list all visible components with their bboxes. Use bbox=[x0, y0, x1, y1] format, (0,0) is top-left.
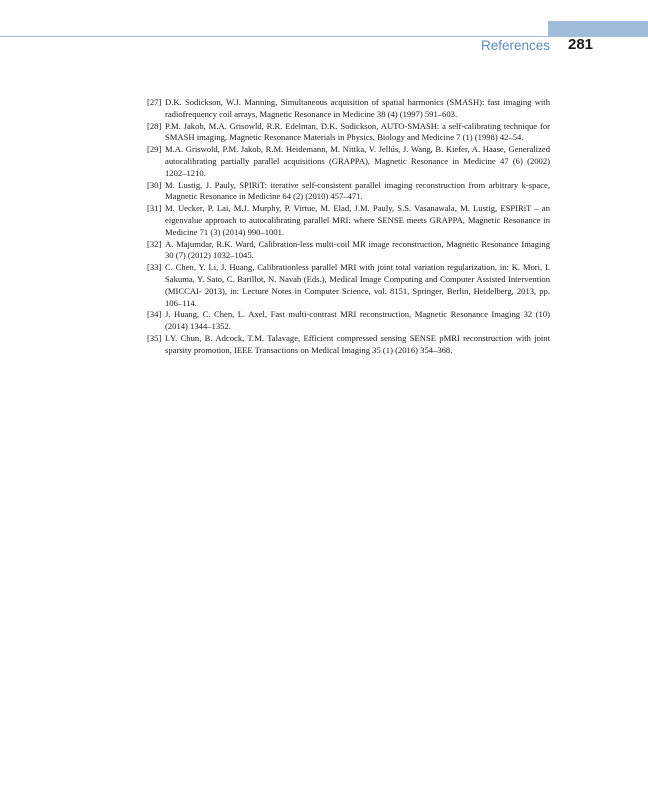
running-head: References bbox=[480, 38, 550, 53]
header-rule bbox=[0, 36, 548, 37]
reference-text: M. Uecker, P. Lai, M.J. Murphy, P. Virtue, M. Elad, J.M. Pauly, S.S. Vasanawala, M. Lustig, ESPIRiT – an eigenvalue approach to autocalibrating parallel MRI: where SENSE meets GRAPPA, Magnetic Resonance in Medicine 71 (3) (2014) 990–1001. bbox=[165, 203, 550, 237]
reference-list bbox=[147, 97, 550, 357]
reference-text: I.Y. Chun, B. Adcock, T.M. Talavage, Efficient compressed sensing SENSE pMRI reconstruction with joint sparsity promotion, IEEE Transactions on Medical Imaging 35 (1) (2016) 354–368. bbox=[165, 332, 550, 355]
reference-text: M. Lustig, J. Pauly, SPIRiT: iterative self-consistent parallel imaging reconstruction from arbitrary k-space, Magnetic Resonance in Medicine 64 (2) (2010) 457–471. bbox=[165, 179, 550, 202]
reference-item bbox=[147, 309, 550, 333]
reference-number: [30] bbox=[147, 179, 162, 190]
reference-item bbox=[147, 333, 550, 357]
reference-number: [31] bbox=[147, 203, 162, 214]
reference-item bbox=[147, 262, 550, 309]
reference-text: M.A. Griswold, P.M. Jakob, R.M. Heidemann, M. Nittka, V. Jellús, J. Wang, B. Kiefer, A. Haase, Generalized autocalibrating partially parallel acquisitions (GRAPPA), Magnetic Resonance in Medicine 47 (6) (2002) 1202–1210. bbox=[165, 144, 550, 178]
reference-number: [27] bbox=[147, 97, 162, 107]
reference-number: [32] bbox=[147, 238, 162, 249]
reference-number: [29] bbox=[147, 144, 162, 155]
reference-item bbox=[147, 239, 550, 263]
header-tab-decoration bbox=[548, 21, 648, 37]
reference-number: [33] bbox=[147, 262, 162, 273]
reference-text: J. Huang, C. Chen, L. Axel, Fast multi-contrast MRI reconstruction, Magnetic Resonance Imaging 32 (10) (2014) 1344–1352. bbox=[165, 309, 550, 332]
reference-number: [34] bbox=[147, 309, 162, 320]
reference-item bbox=[147, 180, 550, 204]
reference-text: P.M. Jakob, M.A. Grisowld, R.R. Edelman, D.K. Sodickson, AUTO-SMASH: a self-calibrating technique for SMASH imaging, Magnetic Resonance Materials in Physics, Biology and Medicine 7 (1) (1998) 42–54. bbox=[165, 120, 550, 143]
reference-item bbox=[147, 97, 550, 121]
reference-item bbox=[147, 121, 550, 145]
page-number: 281 bbox=[568, 36, 594, 53]
reference-text: C. Chen, Y. Li, J. Huang, Calibrationless parallel MRI with joint total variation regularization, in: K. Mori, I. Sakuma, Y. Sato, C. Barillot, N. Navab (Eds.), Medical Image Computing and Computer Assisted Intervention (MICCAI- 2013), in: Lecture Notes in Computer Science, vol. 8151, Springer, Berlin, Heidelberg, 2013, pp. 106–114. bbox=[165, 262, 550, 308]
reference-number: [28] bbox=[147, 120, 162, 131]
reference-item bbox=[147, 144, 550, 179]
reference-item bbox=[147, 203, 550, 238]
reference-text: A. Majumdar, R.K. Ward, Calibration-less multi-coil MR image reconstruction, Magnetic Resonance Imaging 30 (7) (2012) 1032–1045. bbox=[165, 238, 550, 261]
reference-text: D.K. Sodickson, W.J. Manning, Simultaneous acquisition of spatial harmonics (SMASH): fast imaging with radiofrequency coil arrays, Magnetic Resonance in Medicine 38 (4) (1997) 591–603. bbox=[165, 97, 550, 119]
reference-number: [35] bbox=[147, 332, 162, 343]
